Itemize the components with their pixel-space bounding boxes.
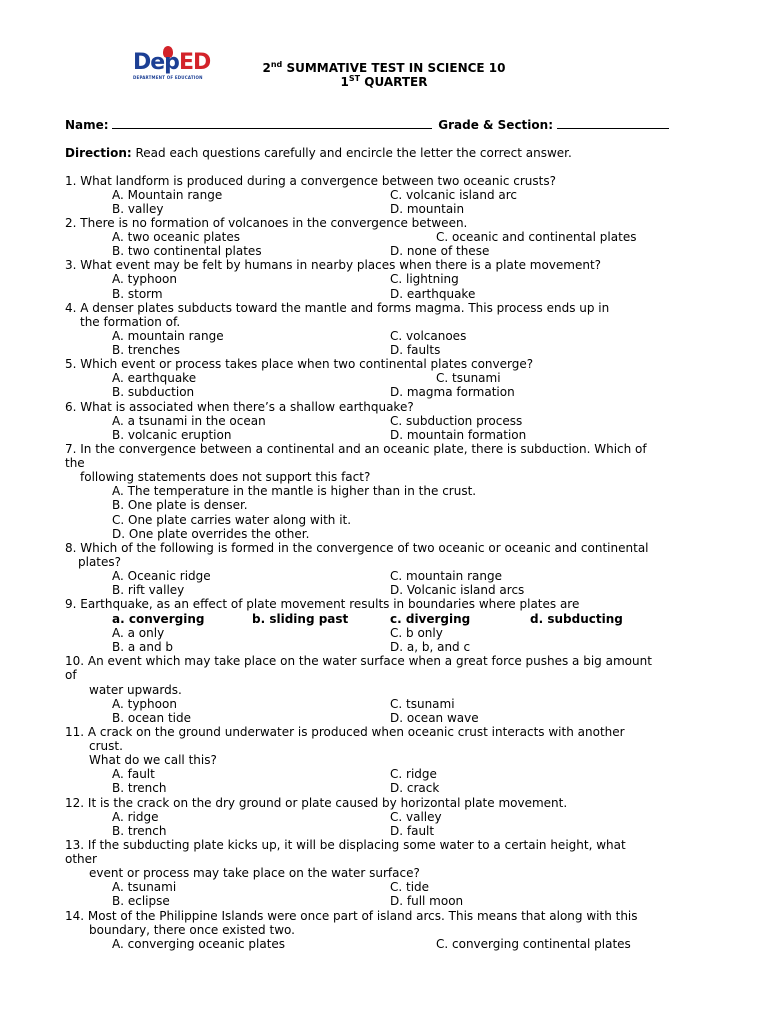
answer-choice[interactable]: D. Volcanic island arcs	[390, 583, 525, 597]
answer-choice[interactable]: B. rift valley	[112, 583, 185, 597]
answer-choice[interactable]: D. none of these	[390, 244, 490, 258]
answer-choice[interactable]: B. eclipse	[112, 894, 170, 908]
answer-choice[interactable]: A. a tsunami in the ocean	[112, 414, 266, 428]
question-text: 14. Most of the Philippine Islands were once part of island arcs. This means that along with this	[65, 909, 638, 923]
answer-choice[interactable]: A. two oceanic plates	[112, 230, 240, 244]
answer-choice[interactable]: C. One plate carries water along with it.	[112, 513, 352, 527]
answer-choice[interactable]: A. typhoon	[112, 272, 177, 286]
question-text: 6. What is associated when there’s a shallow earthquake?	[65, 400, 414, 414]
question-text: 13. If the subducting plate kicks up, it will be displacing some water to a certain height, what	[65, 838, 626, 852]
answer-choice[interactable]: C. ridge	[390, 767, 437, 781]
answer-choice[interactable]: D. a, b, and c	[390, 640, 471, 654]
answer-choice[interactable]: A. converging oceanic plates	[112, 937, 286, 951]
question-text: 11. A crack on the ground underwater is produced when oceanic crust interacts with another	[65, 725, 625, 739]
question-text: 1. What landform is produced during a convergence between two oceanic crusts?	[65, 174, 556, 188]
answer-choice[interactable]: A. fault	[112, 767, 155, 781]
answer-choice[interactable]: B. two continental plates	[112, 244, 262, 258]
answer-choice[interactable]: d. subducting	[530, 612, 623, 626]
answer-choice[interactable]: D. magma formation	[390, 385, 515, 399]
answer-choice[interactable]: C. volcanoes	[390, 329, 467, 343]
answer-choice[interactable]: C. mountain range	[390, 569, 502, 583]
answer-choice[interactable]: B. ocean tide	[112, 711, 191, 725]
question-text: 2. There is no formation of volcanoes in the convergence between.	[65, 216, 468, 230]
question-text: 9. Earthquake, as an effect of plate movement results in boundaries where plates are	[65, 597, 580, 611]
name-row	[65, 117, 669, 132]
answer-choice[interactable]: D. One plate overrides the other.	[112, 527, 310, 541]
question-text: 10. An event which may take place on the water surface when a great force pushes a big amount	[65, 654, 652, 668]
answer-choice[interactable]: B. trench	[112, 781, 167, 795]
answer-choice[interactable]: A. mountain range	[112, 329, 224, 343]
answer-choice[interactable]: A. a only	[112, 626, 165, 640]
question-text: 7. In the convergence between a continental and an oceanic plate, there is subduction. Which of	[65, 442, 647, 456]
grade-section-field[interactable]	[557, 117, 669, 129]
answer-choice[interactable]: B. volcanic eruption	[112, 428, 232, 442]
name-label: Name:	[65, 118, 109, 132]
grade-label: Grade & Section:	[438, 118, 553, 132]
answer-choice[interactable]: D. full moon	[390, 894, 464, 908]
answer-choice[interactable]: B. One plate is denser.	[112, 498, 248, 512]
answer-choice[interactable]: c. diverging	[390, 612, 471, 626]
answer-choice[interactable]: A. typhoon	[112, 697, 177, 711]
answer-choice: plates?	[78, 555, 122, 569]
answer-choice[interactable]: B. subduction	[112, 385, 195, 399]
question-text: boundary, there once existed two.	[89, 923, 295, 937]
question-text: crust.	[89, 739, 123, 753]
answer-choice[interactable]: A. earthquake	[112, 371, 197, 385]
question-text: water upwards.	[89, 683, 182, 697]
answer-choice[interactable]: B. trenches	[112, 343, 181, 357]
question-text: following statements does not support this fact?	[80, 470, 371, 484]
answer-choice[interactable]: a. converging	[112, 612, 205, 626]
answer-choice[interactable]: C. tsunami	[436, 371, 501, 385]
answer-choice[interactable]: C. converging continental plates	[436, 937, 631, 951]
answer-choice[interactable]: D. faults	[390, 343, 441, 357]
question-text: event or process may take place on the water surface?	[89, 866, 420, 880]
answer-choice[interactable]: D. fault	[390, 824, 435, 838]
answer-choice[interactable]: A. Mountain range	[112, 188, 223, 202]
name-field[interactable]	[112, 117, 432, 129]
answer-choice[interactable]: C. tide	[390, 880, 430, 894]
answer-choice[interactable]: C. b only	[390, 626, 443, 640]
question-text: the formation of.	[80, 315, 181, 329]
answer-choice[interactable]: B. storm	[112, 287, 163, 301]
question-text: 4. A denser plates subducts toward the mantle and forms magma. This process ends up in	[65, 301, 610, 315]
answer-choice[interactable]: A. Oceanic ridge	[112, 569, 211, 583]
answer-choice[interactable]: C. lightning	[390, 272, 459, 286]
question-text: 5. Which event or process takes place when two continental plates converge?	[65, 357, 534, 371]
answer-choice[interactable]: A. tsunami	[112, 880, 177, 894]
answer-choice[interactable]: C. subduction process	[390, 414, 523, 428]
page-title: 2nd SUMMATIVE TEST IN SCIENCE 10	[262, 60, 506, 75]
question-text: 8. Which of the following is formed in the convergence of two oceanic or oceanic and continental	[65, 541, 649, 555]
direction: Direction: Read each questions carefully and encircle the letter the correct answer.	[65, 146, 572, 160]
answer-choice[interactable]: C. tsunami	[390, 697, 455, 711]
logo-subtext: DEPARTMENT OF EDUCATION	[133, 75, 203, 80]
answer-choice[interactable]: C. volcanic island arc	[390, 188, 518, 202]
answer-choice[interactable]: A. The temperature in the mantle is higher than in the crust.	[112, 484, 477, 498]
answer-choice[interactable]: D. mountain	[390, 202, 465, 216]
answer-choice[interactable]: A. ridge	[112, 810, 159, 824]
answer-choice[interactable]: b. sliding past	[252, 612, 349, 626]
question-text: 3. What event may be felt by humans in nearby places when there is a plate movement?	[65, 258, 602, 272]
answer-choice[interactable]: B. a and b	[112, 640, 174, 654]
question-text: other	[65, 852, 97, 866]
answer-choice[interactable]: D. earthquake	[390, 287, 476, 301]
answer-choice[interactable]: C. oceanic and continental plates	[436, 230, 637, 244]
answer-choice[interactable]: B. valley	[112, 202, 164, 216]
logo-text: DepED	[133, 50, 211, 75]
answer-choice[interactable]: D. ocean wave	[390, 711, 479, 725]
answer-choice[interactable]: B. trench	[112, 824, 167, 838]
quarter-title: 1ST QUARTER	[340, 74, 428, 89]
question-text: What do we call this?	[89, 753, 217, 767]
question-text: of	[65, 668, 77, 682]
question-text: 12. It is the crack on the dry ground or plate caused by horizontal plate movement.	[65, 796, 568, 810]
answer-choice[interactable]: D. mountain formation	[390, 428, 527, 442]
answer-choice[interactable]: C. valley	[390, 810, 442, 824]
question-text: the	[65, 456, 85, 470]
answer-choice[interactable]: D. crack	[390, 781, 440, 795]
